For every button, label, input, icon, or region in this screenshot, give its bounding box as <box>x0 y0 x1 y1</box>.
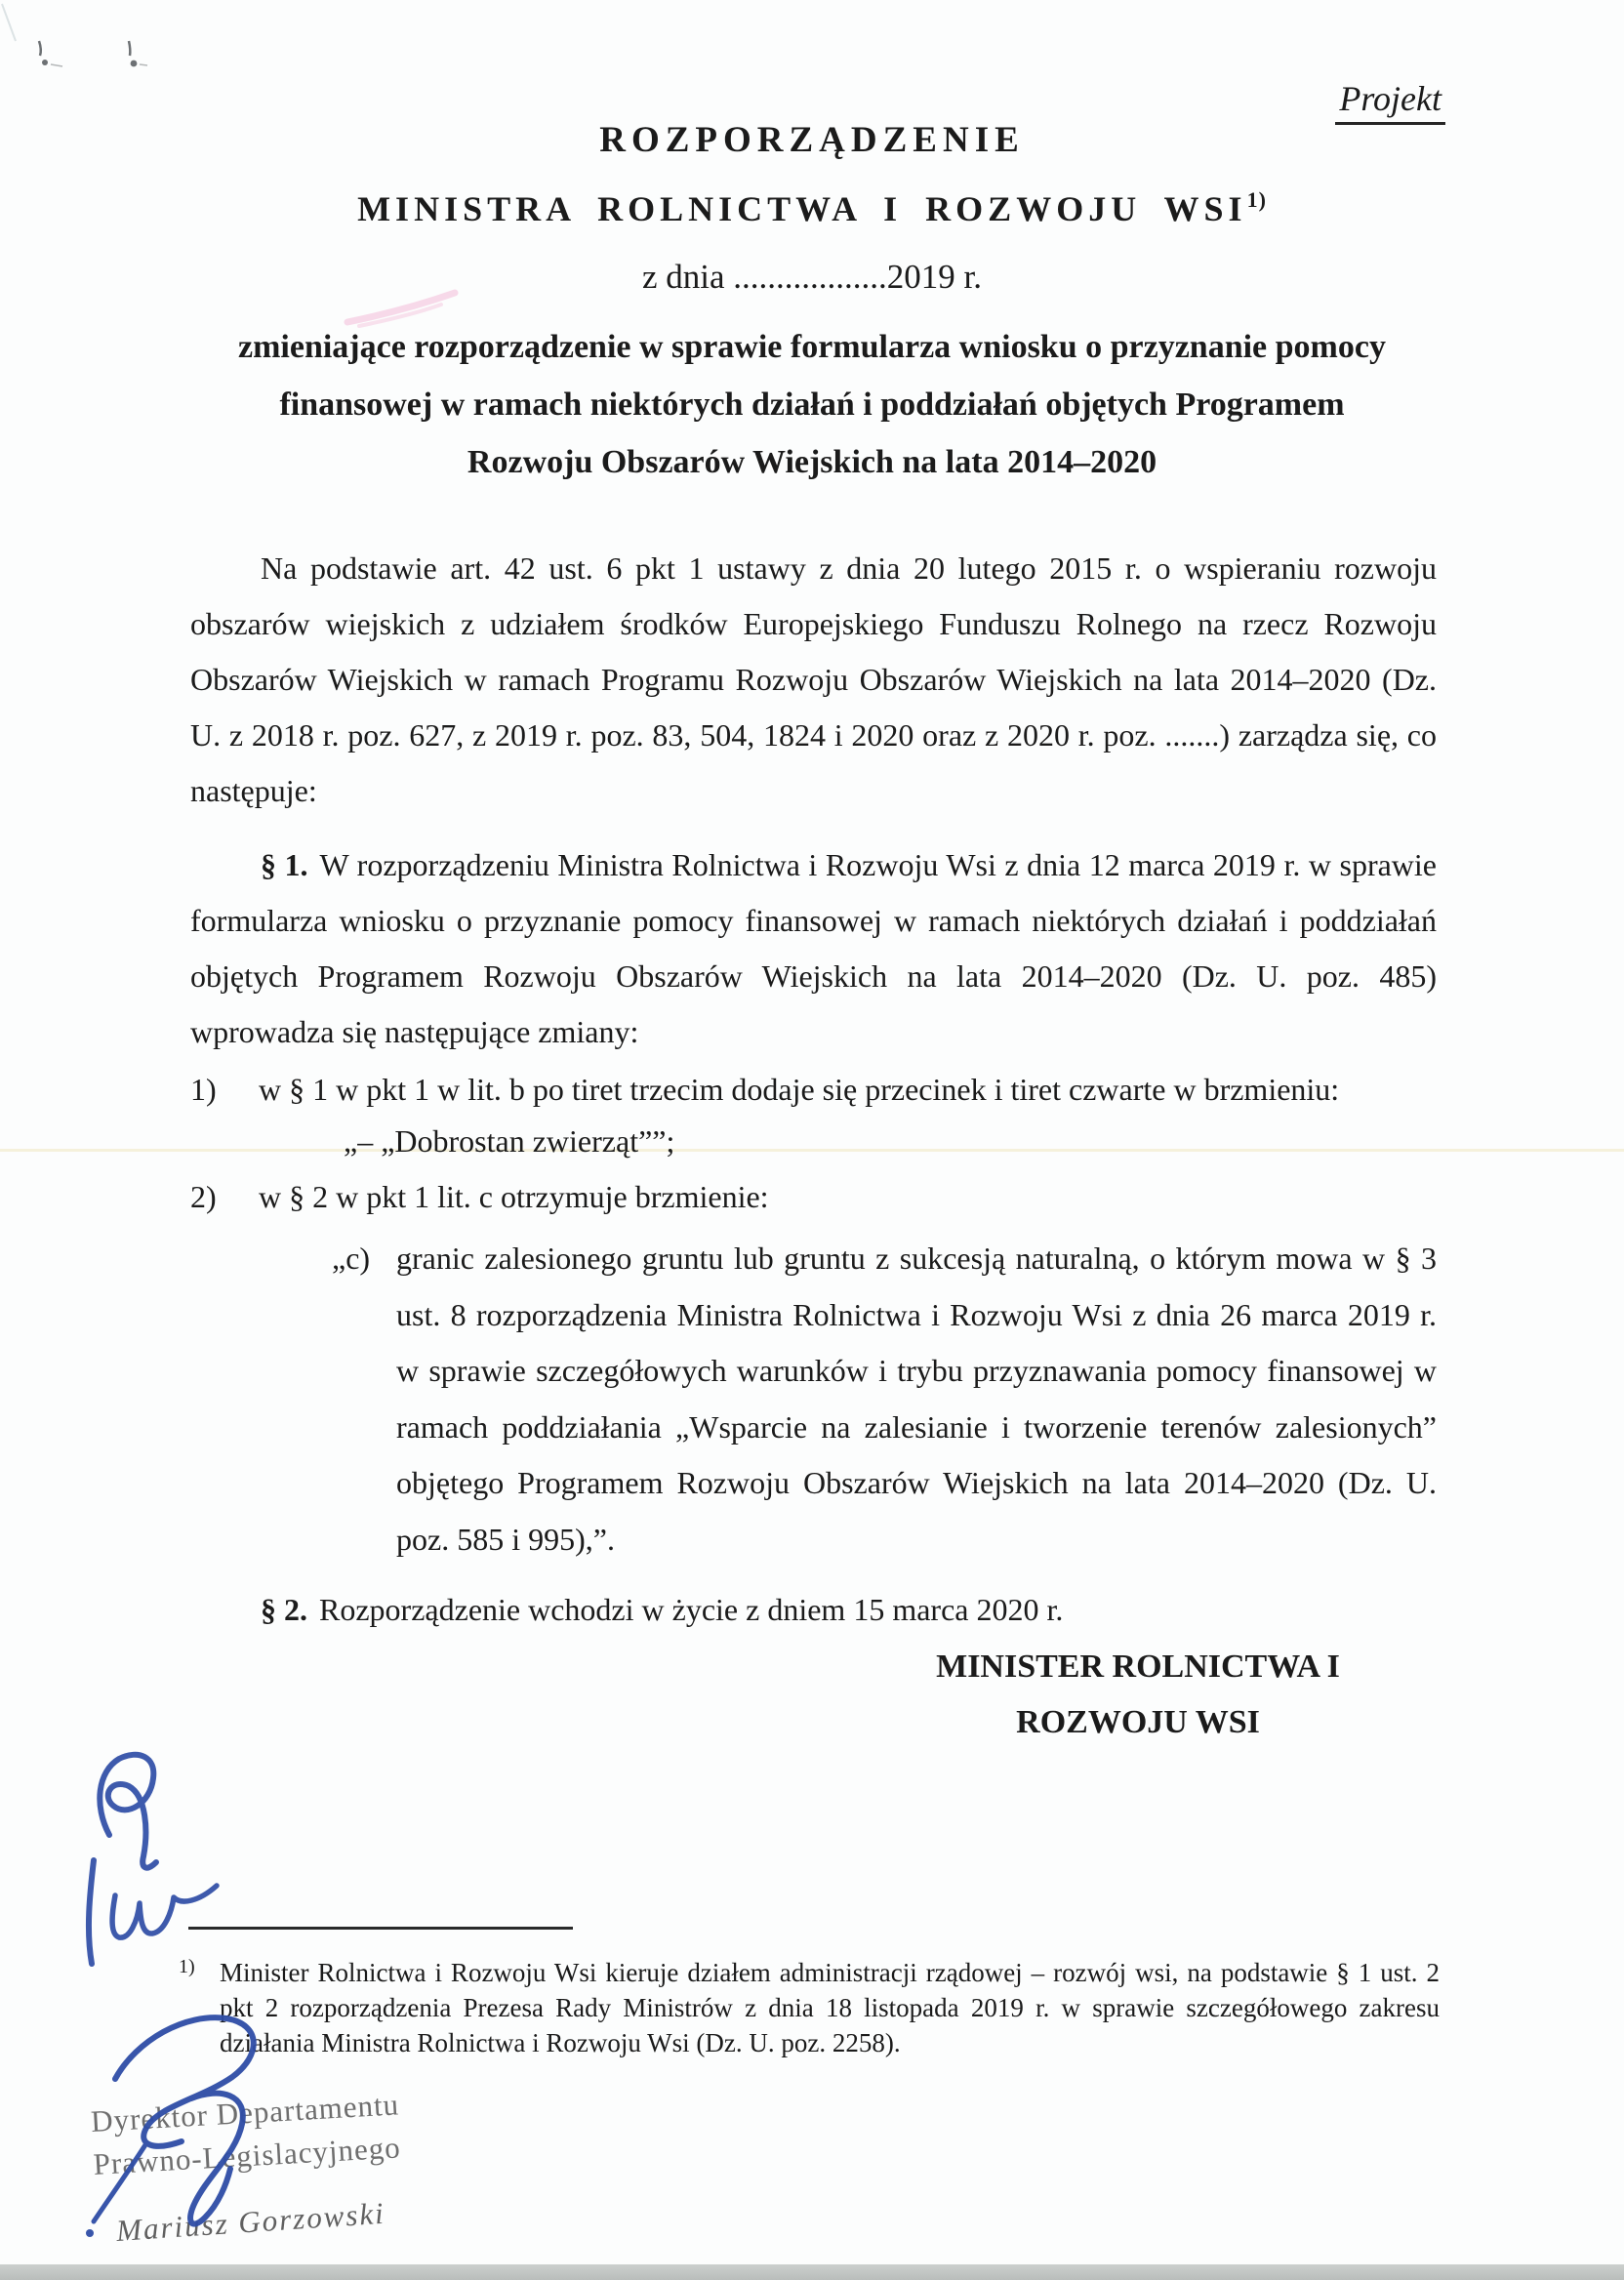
projekt-label: Projekt <box>1335 78 1445 125</box>
quoted-tiret: „– „Dobrostan zwierząt””; <box>344 1123 675 1159</box>
footnote <box>179 1955 1440 2060</box>
list-item-2 <box>190 1169 1437 1225</box>
section-1-label: § 1. <box>261 847 308 882</box>
section-2-text: Rozporządzenie wchodzi w życie z dniem 15 marca 2020 r. <box>319 1592 1064 1627</box>
list-item-c <box>332 1231 1437 1568</box>
signature-line-1: MINISTER ROLNICTWA I <box>936 1649 1340 1685</box>
footnote-text: Minister Rolnictwa i Rozwoju Wsi kieruje działem administracji rządowej – rozwój wsi, na podstawie § 1 ust. 2 pkt 2 rozporządzenia Prezesa Rady Ministrów z dnia 18 listopada 2019 r. w sprawie szczegółowego zakresu działania Ministra Rolnictwa i Rozwoju Wsi (Dz. U. poz. 2258). <box>220 1958 1440 2057</box>
list-item-1 <box>190 1062 1437 1118</box>
list-item-1-number: 1) <box>190 1072 217 1107</box>
signature-line-2: ROZWOJU WSI <box>1016 1704 1260 1740</box>
pencil-marks <box>2 4 147 66</box>
signature-initials <box>89 1755 217 1964</box>
list-item-1-text: w § 1 w pkt 1 w lit. b po tiret trzecim dodaje się przecinek i tiret czwarte w brzmieniu: <box>259 1072 1340 1107</box>
footnote-rule <box>188 1927 573 1930</box>
document-subtitle: zmieniające rozporządzenie w sprawie formularza wniosku o przyznanie pomocy finansowej w ramach niektórych działań i poddziałań objętych Programem Rozwoju Obszarów Wiejskich na lata 2014–2020 <box>238 329 1386 480</box>
stamp-title-line-1: Dyrektor Departamentu <box>90 2087 400 2138</box>
section-2-label: § 2. <box>261 1592 307 1627</box>
date-line: z dnia ..................2019 r. <box>641 258 983 296</box>
footnote-marker: 1) <box>179 1956 195 1977</box>
section-2-paragraph <box>190 1582 1437 1638</box>
stamp-name: Mariusz Gorzowski <box>115 2195 386 2248</box>
stamp-title-line-2: Prawno-Legislacyjnego <box>92 2130 402 2181</box>
list-item-2-number: 2) <box>190 1179 217 1214</box>
scan-bottom-edge <box>0 2264 1624 2280</box>
item-c-marker: „c) <box>332 1241 371 1276</box>
list-item-2-text: w § 2 w pkt 1 lit. c otrzymuje brzmienie: <box>259 1179 769 1214</box>
minister-heading-text: MINISTRA ROLNICTWA I ROZWOJU WSI <box>357 189 1247 228</box>
footnote-reference: 1) <box>1246 187 1267 212</box>
minister-heading <box>0 187 1624 229</box>
preamble-paragraph: Na podstawie art. 42 ust. 6 pkt 1 ustawy z dnia 20 lutego 2015 r. o wspieraniu rozwoju obszarów wiejskich z udziałem środków Europejskiego Funduszu Rolnego na rzecz Rozwoju Obszarów Wiejskich w ramach Programu Rozwoju Obszarów Wiejskich na lata 2014–2020 (Dz. U. z 2018 r. poz. 627, z 2019 r. poz. 83, 504, 1824 i 2020 oraz z 2020 r. poz. .......) zarządza się, co następuje: <box>190 550 1437 808</box>
section-1-paragraph <box>190 837 1437 1060</box>
minister-signature-block <box>845 1639 1431 1750</box>
section-1-text: W rozporządzeniu Ministra Rolnictwa i Rozwoju Wsi z dnia 12 marca 2019 r. w sprawie formularza wniosku o przyznanie pomocy finansowej w ramach niektórych działań i poddziałań objętych Programem Rozwoju Obszarów Wiejskich na lata 2014–2020 (Dz. U. poz. 485) wprowadza się następujące zmiany: <box>190 847 1437 1049</box>
item-c-text: granic zalesionego gruntu lub gruntu z sukcesją naturalną, o którym mowa w § 3 ust. 8 rozporządzenia Ministra Rolnictwa i Rozwoju Wsi z dnia 26 marca 2019 r. w sprawie szczegółowych warunków i trybu przyznawania pomocy finansowej w ramach poddziałania „Wsparcie na zalesianie i tworzenie terenów zalesionych” objętego Programem Rozwoju Obszarów Wiejskich na lata 2014–2020 (Dz. U. poz. 585 i 995),”. <box>396 1241 1437 1557</box>
stamp-title <box>90 2083 403 2186</box>
document-title: ROZPORZĄDZENIE <box>599 120 1025 160</box>
